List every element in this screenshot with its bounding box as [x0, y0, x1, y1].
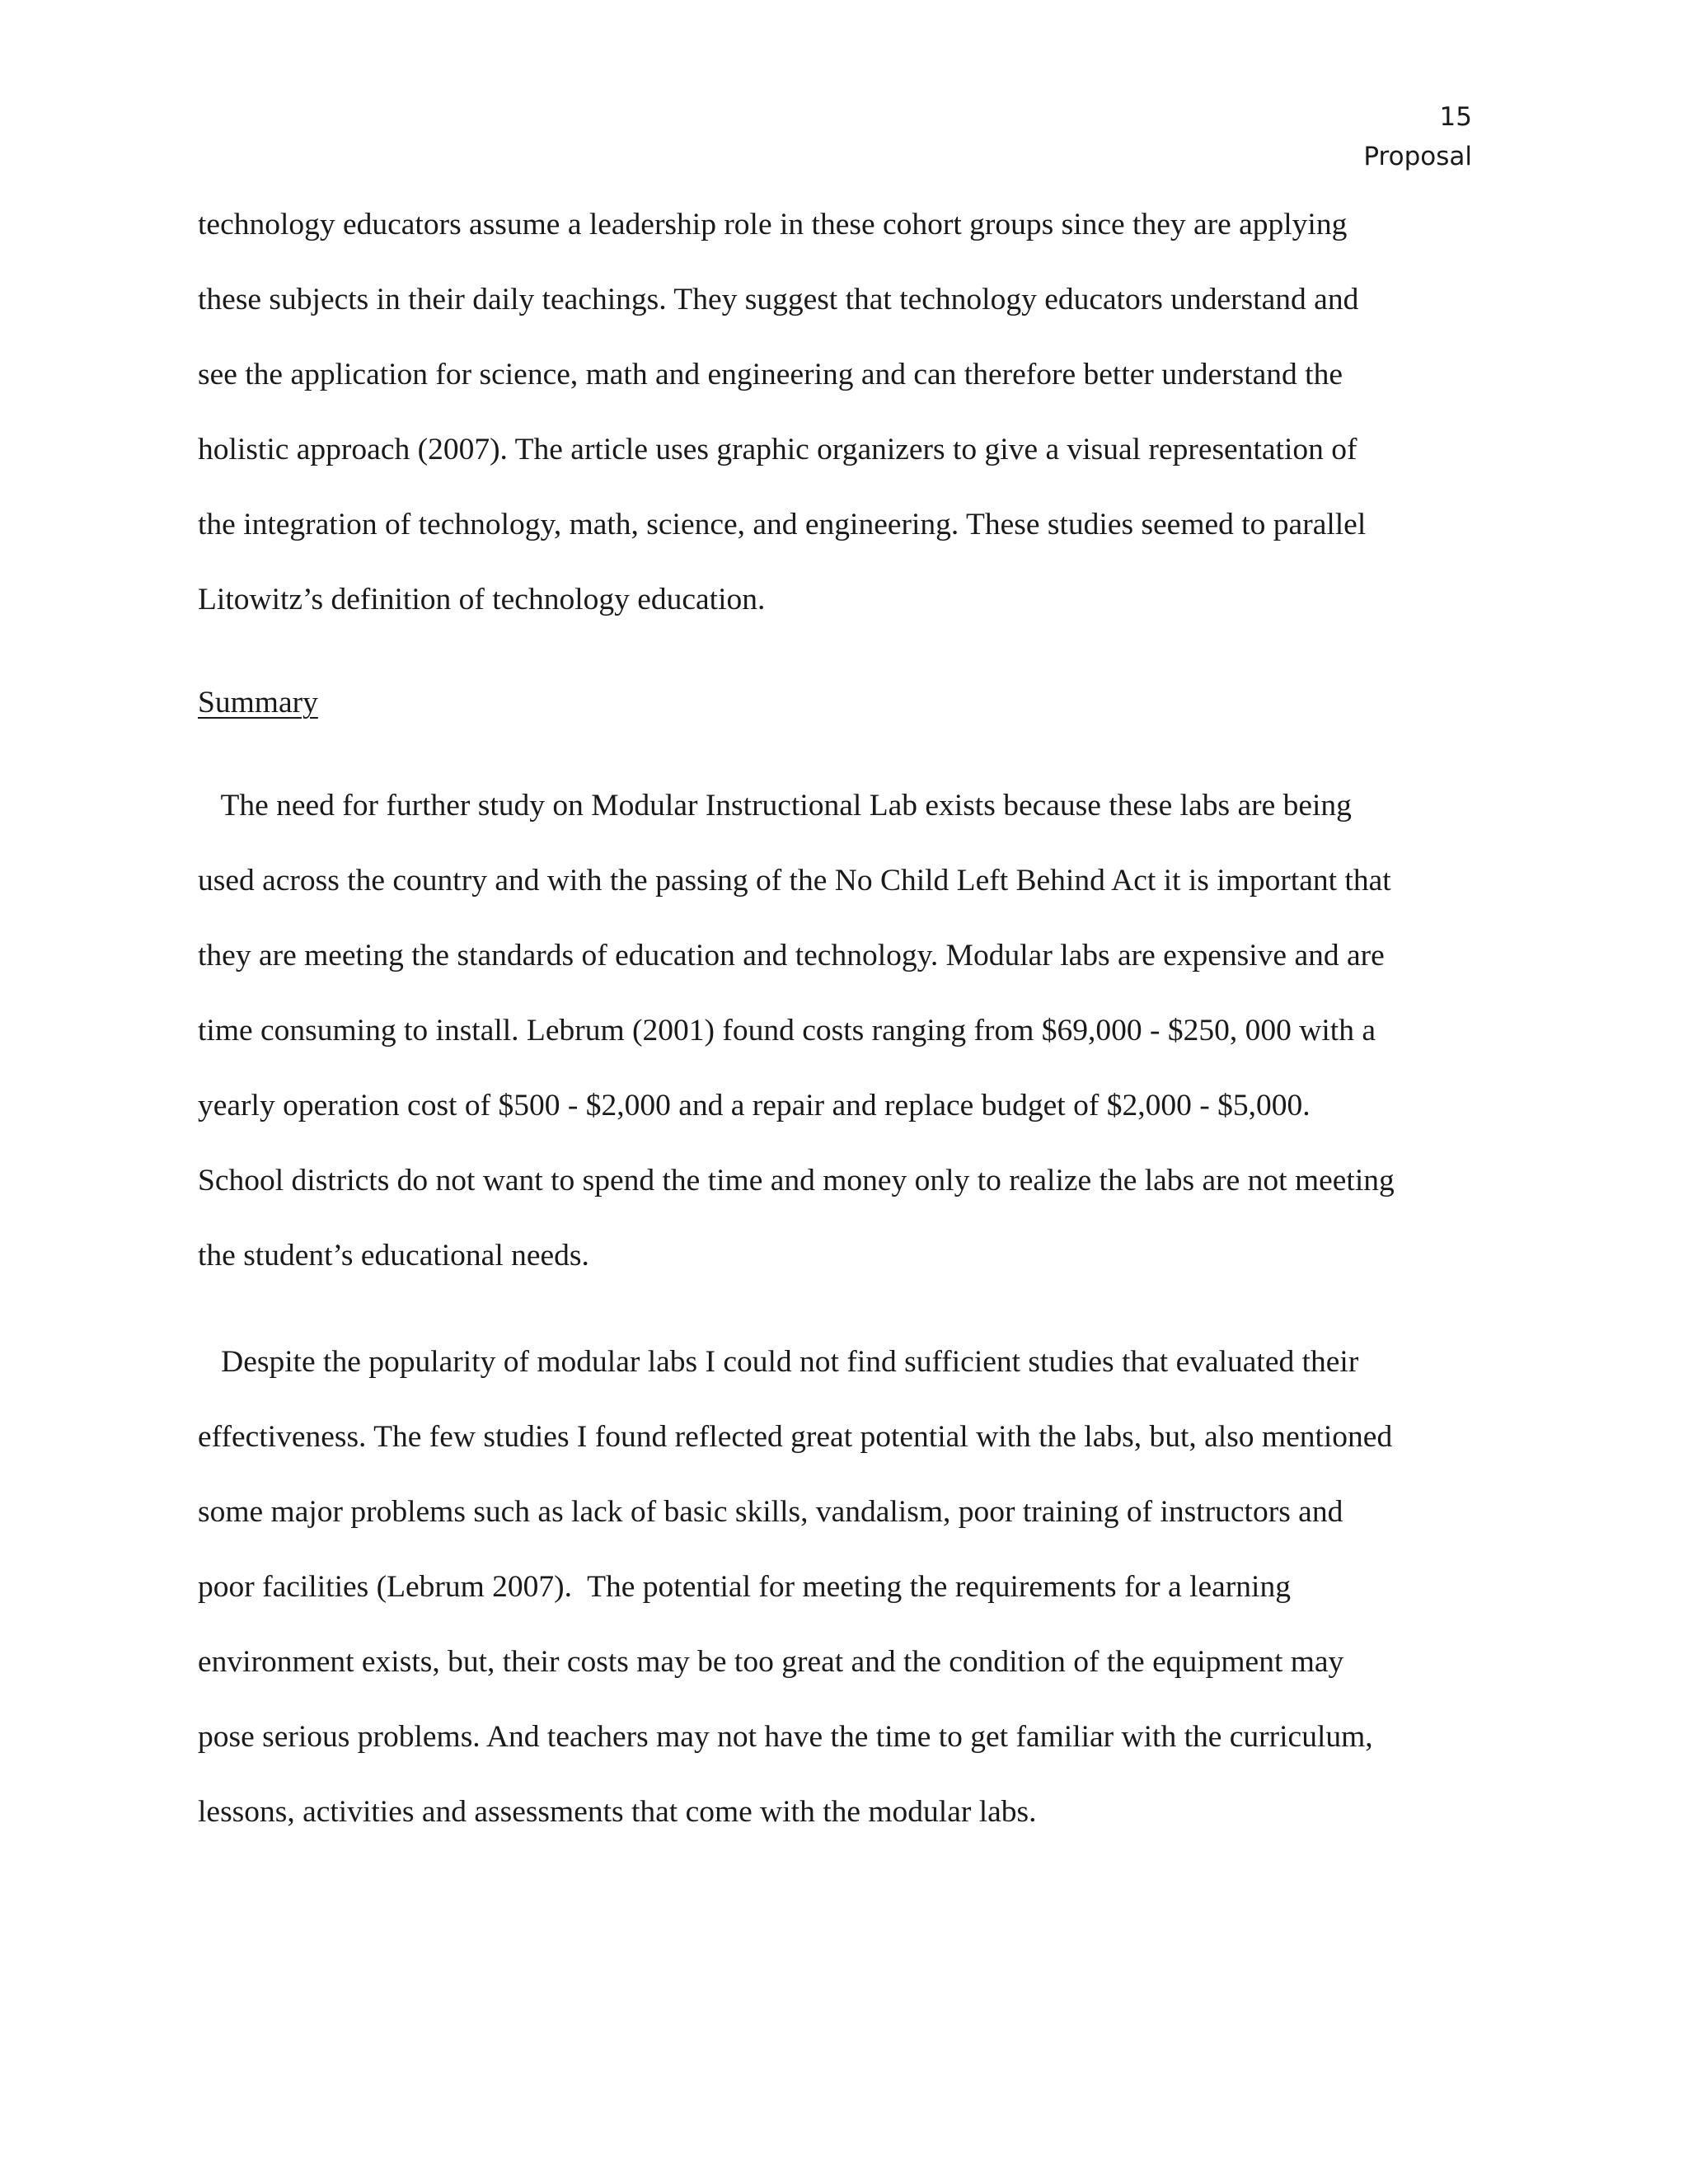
paragraph-line: yearly operation cost of $500 - $2,000 and a repair and replace budget of $2,000 - $5,000.	[198, 1089, 1311, 1122]
paragraph-line: these subjects in their daily teachings. They suggest that technology educators understand and	[198, 283, 1359, 316]
page-header	[1363, 97, 1472, 176]
paragraph-line: technology educators assume a leadership role in these cohort groups since they are applying	[198, 208, 1348, 241]
page-number: 15	[1439, 102, 1472, 132]
paragraph-line: effectiveness. The few studies I found reflected great potential with the labs, but, also mentioned	[198, 1420, 1393, 1454]
paragraph-line: the student’s educational needs.	[198, 1239, 589, 1272]
paragraph-line: see the application for science, math and engineering and can therefore better understand the	[198, 358, 1343, 391]
paragraph-line: time consuming to install. Lebrum (2001) found costs ranging from $69,000 - $250, 000 with a	[198, 1014, 1376, 1047]
paragraph-line: Litowitz’s definition of technology education.	[198, 583, 766, 616]
paragraph-line: environment exists, but, their costs may be too great and the condition of the equipment may	[198, 1645, 1344, 1679]
paragraph-line: Despite the popularity of modular labs I could not find sufficient studies that evaluated their	[198, 1345, 1359, 1379]
paragraph-line: some major problems such as lack of basic skills, vandalism, poor training of instructors and	[198, 1495, 1343, 1529]
paragraph-line: the integration of technology, math, science, and engineering. These studies seemed to parallel	[198, 508, 1367, 541]
running-head: Proposal	[1363, 142, 1472, 171]
paragraph-line: poor facilities (Lebrum 2007). The potential for meeting the requirements for a learning	[198, 1570, 1291, 1604]
paragraph-line: holistic approach (2007). The article uses graphic organizers to give a visual representation of	[198, 433, 1357, 466]
paragraph-line: they are meeting the standards of education and technology. Modular labs are expensive and are	[198, 939, 1385, 972]
paragraph-line: pose serious problems. And teachers may not have the time to get familiar with the curriculum,	[198, 1720, 1373, 1754]
paragraph-line: School districts do not want to spend the time and money only to realize the labs are not meeting	[198, 1164, 1395, 1197]
paragraph-line: The need for further study on Modular Instructional Lab exists because these labs are being	[198, 789, 1352, 823]
paragraph-line: lessons, activities and assessments that come with the modular labs.	[198, 1795, 1037, 1829]
paragraph-line: used across the country and with the passing of the No Child Left Behind Act it is important that	[198, 864, 1391, 898]
section-heading: Summary	[198, 686, 318, 719]
